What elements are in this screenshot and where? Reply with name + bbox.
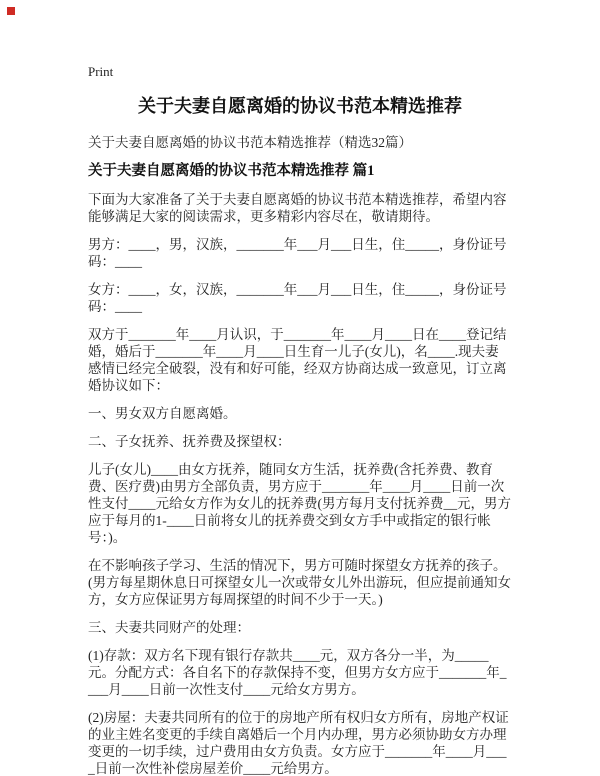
paragraph-marriage-history: 双方于_______年____月认识，于_______年____月____日在____登记结婚，婚后于_______年____月____日生育一儿子(女儿)，名____.现夫妻感情已经完全破裂，没有和好可能，经双方协商达成一致意见，订立离婚协议如下：	[88, 327, 507, 393]
document-title: 关于夫妻自愿离婚的协议书范本精选推荐	[138, 96, 462, 116]
paragraph-house: (2)房屋：夫妻共同所有的位于的房地产所有权归女方所有，房地产权证的业主姓名变更的手续自离婚后一个月内办理，男方必须协助女方办理变更的一切手续，过户费用由女方负责。女方应于_______年____月____日前一次性补偿房屋差价____元给男方。	[88, 710, 509, 776]
paragraph-deposit: (1)存款：双方名下现有银行存款共____元，双方各分一半，为_____元。分配方式：各自名下的存款保持不变，但男方女方应于_______年____月____日前一次性支付____元给女方男方。	[88, 648, 507, 697]
paragraph-item-1: 一、男女双方自愿离婚。	[88, 406, 237, 421]
paragraph-visitation: 在不影响孩子学习、生活的情况下，男方可随时探望女方抚养的孩子。(男方每星期休息日可探望女儿一次或带女儿外出游玩，但应提前通知女方，女方应保证男方每周探望的时间不少于一天。)	[88, 558, 511, 607]
section-heading: 关于夫妻自愿离婚的协议书范本精选推荐 篇1	[88, 163, 375, 179]
paragraph-husband-info: 男方：____，男，汉族，_______年___月___日生，住_____，身份证号码：____	[88, 237, 507, 269]
paragraph-intro: 下面为大家准备了关于夫妻自愿离婚的协议书范本精选推荐，希望内容能够满足大家的阅读需求，更多精彩内容尽在，敬请期待。	[88, 192, 507, 224]
red-marker-icon	[7, 7, 15, 15]
paragraph-custody: 儿子(女儿)____由女方抚养，随同女方生活，抚养费(含托养费、教育费、医疗费)由男方全部负责，男方应于_______年____月____日前一次性支付____元给女方作为女儿的抚养费(男方每月支付抚养费__元，男方应于每月的1-____日前将女儿的抚养费交到女方手中或指定的银行帐号：)。	[88, 462, 511, 545]
print-button[interactable]: Print	[88, 64, 114, 79]
paragraph-wife-info: 女方：____，女，汉族，_______年___月___日生，住_____，身份证号码：____	[88, 282, 507, 314]
paragraph-item-2: 二、子女抚养、抚养费及探望权：	[88, 434, 291, 449]
document-body	[88, 94, 512, 776]
document-subtitle: 关于夫妻自愿离婚的协议书范本精选推荐（精选32篇）	[88, 135, 412, 150]
paragraph-item-3: 三、夫妻共同财产的处理：	[88, 620, 250, 635]
